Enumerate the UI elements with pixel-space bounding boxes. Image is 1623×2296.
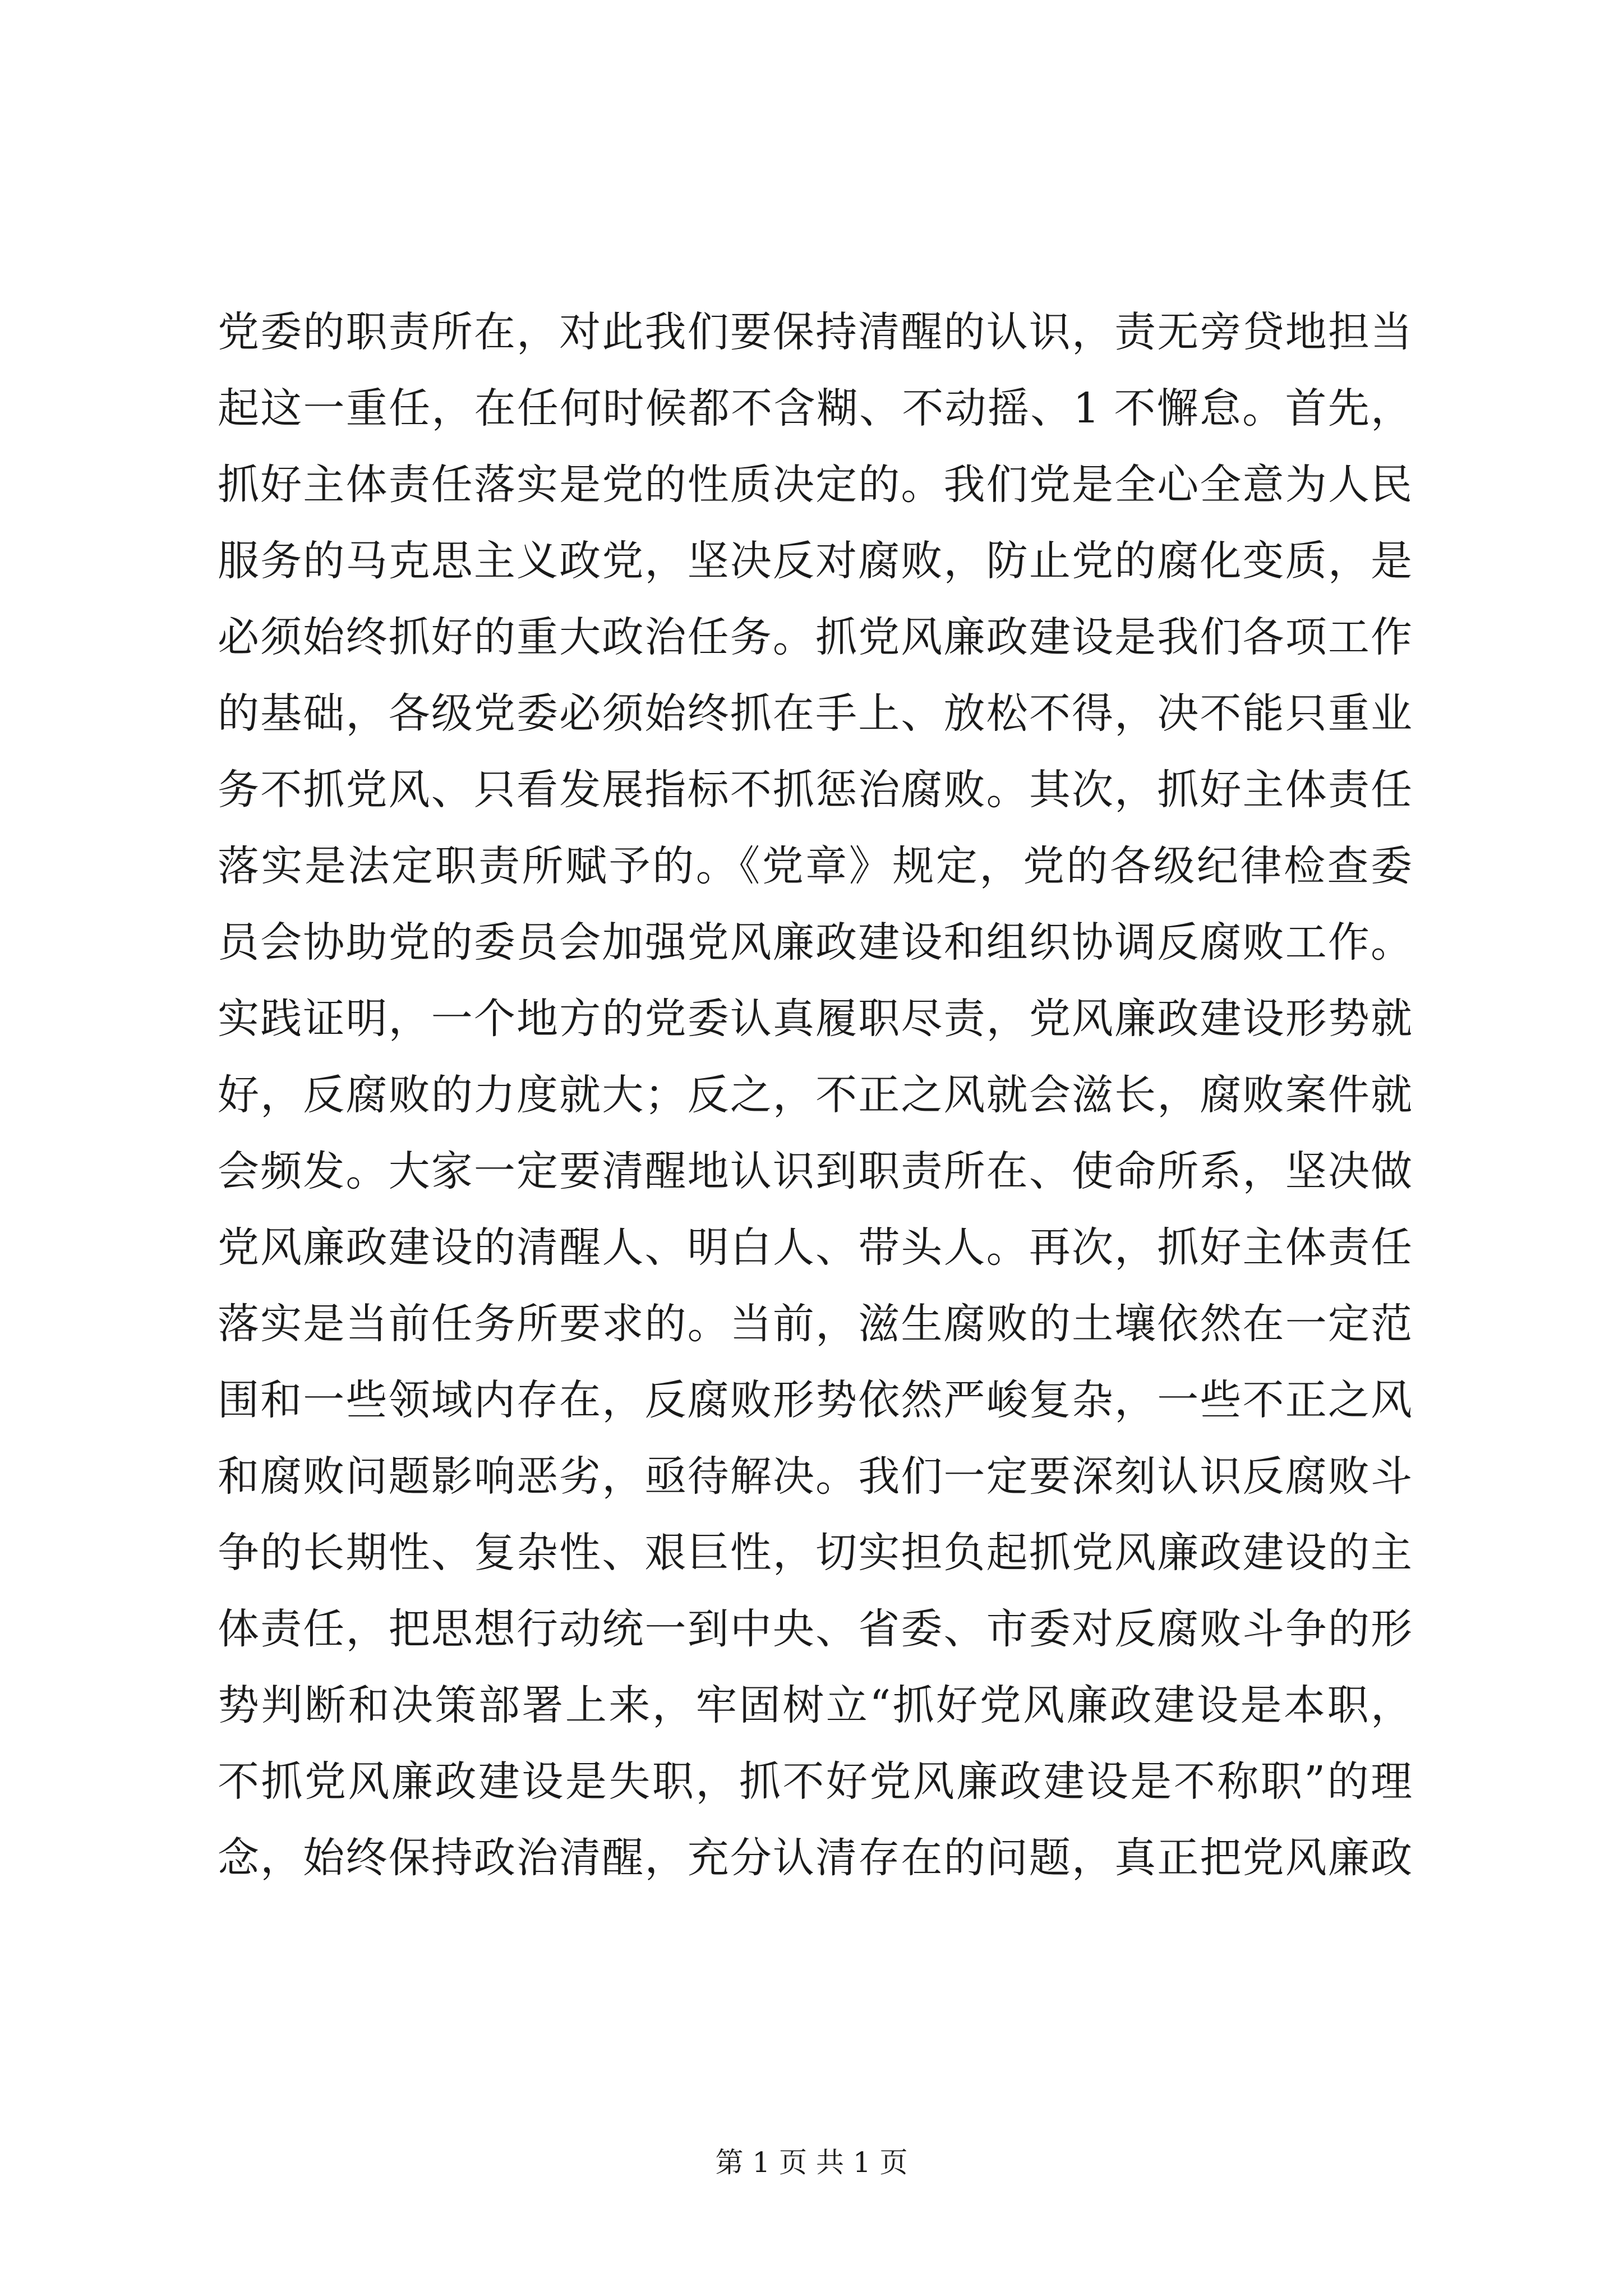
text-line: 落实是当前任务所要求的。当前，滋生腐败的土壤依然在一定范 — [218, 1300, 1412, 1348]
body-paragraph — [218, 294, 1412, 1896]
text-line: 势判断和决策部署上来，牢固树立“抓好党风廉政建设是本职， — [218, 1681, 1412, 1729]
text-line: 和腐败问题影响恶劣，亟待解决。我们一定要深刻认识反腐败斗 — [218, 1452, 1412, 1501]
text-line: 抓好主体责任落实是党的性质决定的。我们党是全心全意为人民 — [218, 461, 1412, 509]
text-line: 围和一些领域内存在，反腐败形势依然严峻复杂，一些不正之风 — [218, 1376, 1412, 1424]
text-line: 起这一重任，在任何时候都不含糊、不动摇、1 不懈怠。首先， — [218, 384, 1412, 432]
text-line: 争的长期性、复杂性、艰巨性，切实担负起抓党风廉政建设的主 — [218, 1529, 1412, 1577]
text-line: 务不抓党风、只看发展指标不抓惩治腐败。其次，抓好主体责任 — [218, 766, 1412, 814]
text-line: 实践证明，一个地方的党委认真履职尽责，党风廉政建设形势就 — [218, 995, 1412, 1043]
text-line: 服务的马克思主义政党，坚决反对腐败，防止党的腐化变质，是 — [218, 537, 1412, 585]
text-line: 体责任，把思想行动统一到中央、省委、市委对反腐败斗争的形 — [218, 1605, 1412, 1653]
page-footer — [0, 2143, 1623, 2182]
text-line: 党委的职责所在，对此我们要保持清醒的认识，责无旁贷地担当 — [218, 308, 1412, 356]
text-line: 念，始终保持政治清醒，充分认清存在的问题，真正把党风廉政 — [218, 1834, 1412, 1882]
text-line: 员会协助党的委员会加强党风廉政建设和组织协调反腐败工作。 — [218, 918, 1412, 967]
text-line: 好，反腐败的力度就大；反之，不正之风就会滋长，腐败案件就 — [218, 1071, 1412, 1119]
page-number-label: 第 1 页 共 1 页 — [715, 2146, 908, 2179]
text-line: 的基础，各级党委必须始终抓在手上、放松不得，决不能只重业 — [218, 689, 1412, 738]
text-line: 不抓党风廉政建设是失职，抓不好党风廉政建设是不称职”的理 — [218, 1757, 1412, 1806]
text-line: 会频发。大家一定要清醒地认识到职责所在、使命所系，坚决做 — [218, 1147, 1412, 1195]
text-line: 落实是法定职责所赋予的。《党章》规定，党的各级纪律检查委 — [218, 842, 1412, 890]
text-line: 党风廉政建设的清醒人、明白人、带头人。再次，抓好主体责任 — [218, 1223, 1412, 1272]
text-line: 必须始终抓好的重大政治任务。抓党风廉政建设是我们各项工作 — [218, 613, 1412, 661]
